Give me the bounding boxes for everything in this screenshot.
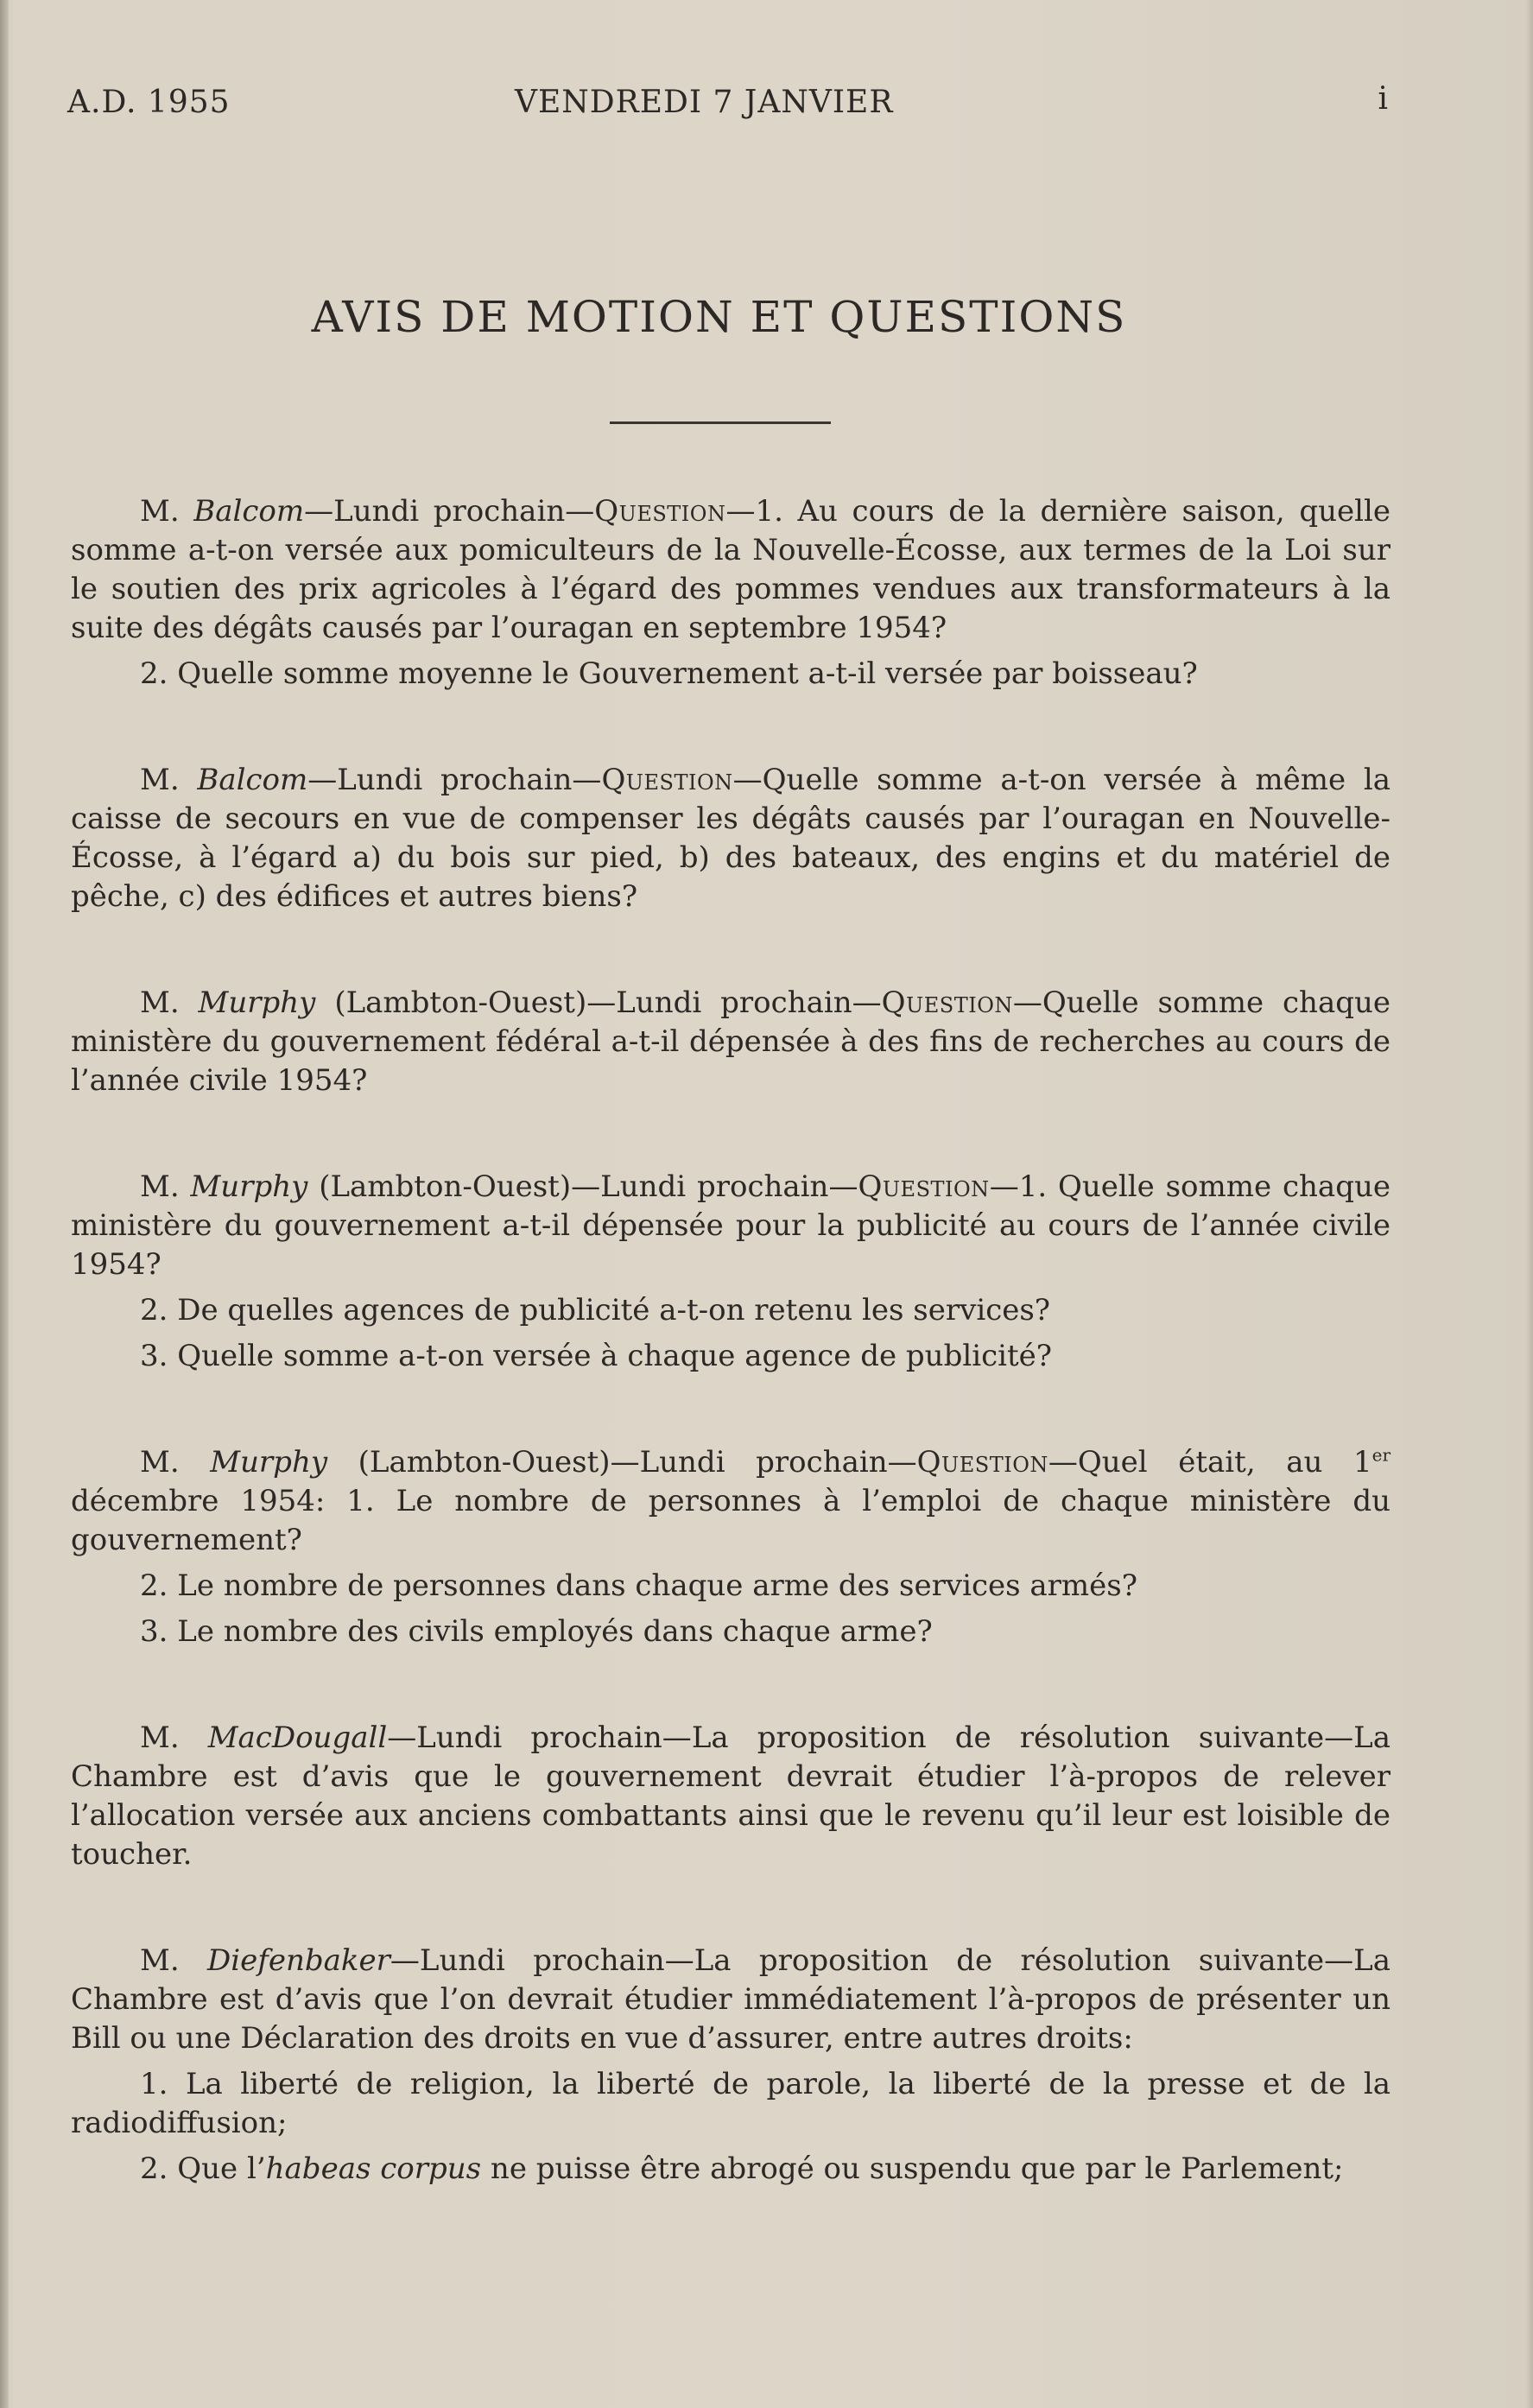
sub-question: 2. Le nombre de personnes dans chaque arme des services armés? (140, 1568, 1137, 1603)
sub-question: 3. Le nombre des civils employés dans chaque arme? (140, 1614, 933, 1649)
notice-text: M. Murphy (Lambton-Ouest)—Lundi prochain—Question—Quel était, au 1er décembre 1954: 1. Le nombre de personnes à l’emploi de chaque ministère du gouvernement? (71, 1444, 1391, 1557)
sub-question: 2. De quelles agences de publicité a-t-on retenu les services? (140, 1293, 1051, 1328)
member-name: MacDougall (207, 1720, 388, 1755)
notice-text: M. MacDougall—Lundi prochain—La proposition de résolution suivante—La Chambre est d’avis que le gouvernement devrait étudier l’à-propos de relever l’allocation versée aux anciens combattants ainsi que le revenu qu’il leur est loisible de toucher. (71, 1720, 1390, 1872)
member-name: Murphy (190, 1169, 308, 1204)
running-header (67, 81, 1389, 128)
member-riding: (Lambton-Ouest) (315, 985, 587, 1020)
notice-item (71, 761, 1390, 916)
notice-text: M. Murphy (Lambton-Ouest)—Lundi prochain—Question—Quelle somme chaque ministère du gouvernement fédéral a-t-il dépensée à des fins de recherches au cours de l’année civile 1954? (71, 985, 1390, 1098)
member-name: Balcom (197, 763, 308, 797)
page-title: AVIS DE MOTION ET QUESTIONS (311, 292, 1127, 342)
member-name: Murphy (198, 985, 316, 1020)
sub-question: 2. Quelle somme moyenne le Gouvernement a-t-il versée par boisseau? (140, 656, 1198, 691)
notice-kind: Question (858, 1169, 990, 1204)
notice-item (71, 1443, 1390, 1651)
notice-text: M. Balcom—Lundi prochain—Question—Quelle somme a-t-on versée à même la caisse de secours en vue de compenser les dégâts causés par l’ouragan en Nouvelle-Écosse, à l’égard a) du bois sur pied, b) des bateaux, des engins et du matériel de pêche, c) des édifices et autres biens? (71, 763, 1390, 914)
notice-item (71, 1942, 1390, 2189)
title-rule (610, 421, 831, 424)
member-name: Diefenbaker (206, 1943, 390, 1978)
notice-item (71, 492, 1390, 694)
sub-question: 3. Quelle somme a-t-on versée à chaque agence de publicité? (140, 1339, 1053, 1373)
member-riding: (Lambton-Ouest) (327, 1445, 611, 1480)
resolution-clause: 2. Que l’habeas corpus ne puisse être abrogé ou suspendu que par le Parlement; (140, 2151, 1344, 2186)
notice-item (71, 984, 1390, 1100)
notice-text: M. Murphy (Lambton-Ouest)—Lundi prochain—Question—1. Quelle somme chaque ministère du gouvernement a-t-il dépensée pour la publicité au cours de l’année civile 1954? (71, 1169, 1390, 1282)
member-riding: (Lambton-Ouest) (307, 1169, 572, 1204)
notice-kind: Question (881, 985, 1013, 1020)
notice-item (71, 1168, 1390, 1376)
notice-kind: Question (594, 494, 726, 529)
notice-text: M. Diefenbaker—Lundi prochain—La proposition de résolution suivante—La Chambre est d’avis que l’on devrait étudier immédiatement l’à-propos de présenter un Bill ou une Déclaration des droits en vue d’assurer, entre autres droits: (71, 1943, 1390, 2056)
page-left-edge (0, 0, 9, 2408)
page-number: i (1378, 81, 1389, 117)
notice-text: M. Balcom—Lundi prochain—Question—1. Au cours de la dernière saison, quelle somme a-t-on versée aux pomiculteurs de la Nouvelle-Écosse, aux termes de la Loi sur le soutien des prix agricoles à l’égard des pommes vendues aux transformateurs à la suite des dégâts causés par l’ouragan en septembre 1954? (71, 494, 1390, 645)
notice-kind: Question (601, 763, 733, 797)
header-year: A.D. 1955 (67, 85, 231, 120)
member-name: Balcom (193, 494, 305, 529)
notices-body (71, 492, 1390, 2256)
notice-kind: Question (916, 1445, 1048, 1480)
member-name: Murphy (210, 1445, 328, 1480)
resolution-clause: 1. La liberté de religion, la liberté de parole, la liberté de la presse et de la radiodiffusion; (71, 2067, 1390, 2140)
header-date: VENDREDI 7 JANVIER (515, 85, 894, 120)
notice-item (71, 1719, 1390, 1874)
page-right-edge (1526, 0, 1533, 2408)
